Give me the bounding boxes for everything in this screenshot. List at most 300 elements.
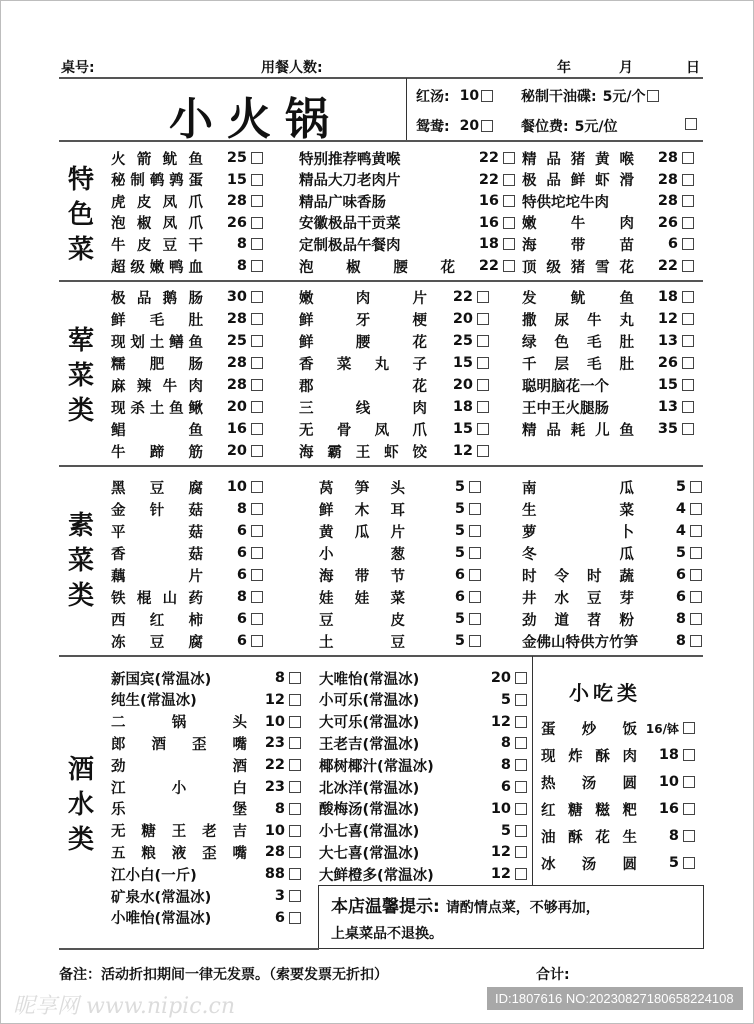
order-checkbox[interactable] <box>477 379 489 391</box>
item-name-char: 糖 <box>141 824 156 841</box>
item-name: 小唯怡(常温冰) <box>111 911 212 928</box>
menu-item-row <box>541 771 695 793</box>
item-price: 20 <box>452 311 473 327</box>
extra-seat-fee <box>521 116 617 136</box>
item-price: 22 <box>478 171 499 188</box>
order-checkbox[interactable] <box>515 672 527 684</box>
order-checkbox[interactable] <box>289 912 301 924</box>
order-checkbox[interactable] <box>683 749 695 761</box>
item-name-char: 瓜 <box>354 524 370 541</box>
divider <box>406 78 407 140</box>
item-name-char: 鸭 <box>169 259 184 276</box>
order-checkbox[interactable] <box>685 118 697 130</box>
item-name <box>111 477 203 498</box>
order-checkbox[interactable] <box>690 503 702 515</box>
order-checkbox[interactable] <box>690 591 702 603</box>
order-checkbox[interactable] <box>515 716 527 728</box>
item-price: 10 <box>658 774 679 790</box>
item-name-char: 嘴 <box>232 736 247 753</box>
item-price: 8 <box>274 670 285 686</box>
order-checkbox[interactable] <box>289 846 301 858</box>
order-checkbox[interactable] <box>690 547 702 559</box>
order-checkbox[interactable] <box>515 694 527 706</box>
item-name-char: 小 <box>171 780 187 797</box>
menu-item-row <box>299 418 489 440</box>
order-checkbox[interactable] <box>251 238 263 250</box>
item-name: 定制极品午餐肉 <box>299 237 401 254</box>
menu-item-row <box>541 852 695 874</box>
item-price: 22 <box>657 258 678 274</box>
order-checkbox[interactable] <box>469 503 481 515</box>
order-checkbox[interactable] <box>515 737 527 749</box>
item-name-char: 鱼 <box>188 151 203 168</box>
tips-box <box>318 885 704 949</box>
item-name-char: 片 <box>390 524 405 541</box>
item-name-char: 歪 <box>202 845 217 862</box>
item-price: 25 <box>226 333 247 349</box>
order-checkbox[interactable] <box>289 803 301 815</box>
order-checkbox[interactable] <box>289 672 301 684</box>
snacks-title: 小吃类 <box>569 681 641 705</box>
item-price: 6 <box>236 545 247 561</box>
item-name: 椰树椰汁(常温冰) <box>319 758 434 775</box>
order-checkbox[interactable] <box>515 759 527 771</box>
item-name-char: 鲜 <box>299 312 314 329</box>
item-name-char: 生 <box>622 829 637 846</box>
order-checkbox[interactable] <box>682 313 694 325</box>
order-checkbox[interactable] <box>251 217 263 229</box>
menu-item-row <box>522 520 702 542</box>
item-name-char: 虾 <box>595 173 610 190</box>
item-name-char: 毛 <box>149 312 165 329</box>
item-name-char: 色 <box>554 334 569 351</box>
menu-item-row <box>299 147 515 169</box>
order-checkbox[interactable] <box>469 613 481 625</box>
order-checkbox[interactable] <box>682 423 694 435</box>
item-name <box>299 397 427 418</box>
menu-item-row <box>299 286 489 308</box>
order-checkbox[interactable] <box>690 525 702 537</box>
item-name-char: 鱿 <box>570 290 586 307</box>
item-price: 8 <box>675 633 686 649</box>
order-checkbox[interactable] <box>251 335 263 347</box>
order-checkbox[interactable] <box>503 260 515 272</box>
menu-item-row <box>299 233 515 255</box>
item-name-char: 皮 <box>136 194 152 211</box>
label-char: 菜 <box>67 361 94 392</box>
order-checkbox[interactable] <box>251 260 263 272</box>
item-name: 安徽极品干贡菜 <box>299 216 401 233</box>
menu-item-row <box>522 147 694 169</box>
menu-item-row <box>111 147 263 169</box>
order-checkbox[interactable] <box>682 379 694 391</box>
item-name-char: 椒 <box>346 259 361 276</box>
item-price: 15 <box>452 421 473 437</box>
item-name-char: 带 <box>354 568 370 585</box>
order-checkbox[interactable] <box>289 781 301 793</box>
item-name-char: 嘴 <box>232 845 247 862</box>
item-name-char: 花 <box>412 378 427 395</box>
order-checkbox[interactable] <box>682 357 694 369</box>
item-name-char: 生 <box>522 502 537 519</box>
menu-item-row <box>319 520 481 542</box>
order-checkbox[interactable] <box>503 217 515 229</box>
item-name-char: 毛 <box>587 334 602 351</box>
order-checkbox[interactable] <box>469 525 481 537</box>
order-checkbox[interactable] <box>251 379 263 391</box>
item-name-char: 饭 <box>622 721 637 738</box>
item-name-char: 鲜 <box>299 334 314 351</box>
menu-item-row <box>111 885 301 907</box>
extra-price: 5元/位 <box>574 119 618 135</box>
item-price: 6 <box>675 567 686 583</box>
item-name-char: 花 <box>440 259 455 276</box>
item-price: 13 <box>657 399 678 415</box>
item-name-char: 歪 <box>192 736 207 753</box>
item-name <box>111 148 203 169</box>
order-checkbox[interactable] <box>477 313 489 325</box>
item-price: 16 <box>226 421 247 437</box>
item-name: 大可乐(常温冰) <box>319 715 420 732</box>
menu-item-row <box>319 630 481 652</box>
order-checkbox[interactable] <box>251 547 263 559</box>
item-price: 10 <box>226 479 247 495</box>
menu-item-row <box>541 825 695 847</box>
order-checkbox[interactable] <box>469 481 481 493</box>
menu-item-row <box>319 776 527 798</box>
order-checkbox[interactable] <box>289 868 301 880</box>
item-price: 5 <box>500 822 511 839</box>
order-checkbox[interactable] <box>477 401 489 413</box>
label-char: 类 <box>67 825 94 856</box>
item-name-char: 王 <box>355 444 371 461</box>
item-name-char: 堡 <box>232 802 247 819</box>
order-checkbox[interactable] <box>289 716 301 728</box>
order-checkbox[interactable] <box>481 120 493 132</box>
item-name-char: 肚 <box>188 312 203 329</box>
menu-item-row <box>319 564 481 586</box>
item-name-char: 娃 <box>319 590 334 607</box>
menu-item-row <box>111 190 263 212</box>
table-number-label: 桌号: <box>61 60 95 76</box>
item-name-char: 猪 <box>570 259 586 276</box>
item-name-char: 饺 <box>412 444 427 461</box>
item-name-char: 山 <box>162 590 178 607</box>
category-label-meat <box>61 324 101 429</box>
item-name-char: 豆 <box>149 634 165 651</box>
item-name-char: 二 <box>111 715 126 732</box>
menu-item-row <box>111 418 263 440</box>
item-name-char: 炸 <box>568 748 583 765</box>
order-checkbox[interactable] <box>477 357 489 369</box>
order-checkbox[interactable] <box>683 857 695 869</box>
item-name-char: 菇 <box>188 502 203 519</box>
menu-item-row <box>111 374 263 396</box>
item-name-char: 无 <box>299 422 314 439</box>
item-name-char: 卜 <box>619 524 634 541</box>
item-name-char: 豆 <box>587 590 602 607</box>
order-checkbox[interactable] <box>690 635 702 647</box>
item-name-char: 海 <box>522 237 537 254</box>
item-name-char: 现 <box>111 400 126 417</box>
menu-item-row <box>299 190 515 212</box>
item-name-char: 葱 <box>390 546 405 563</box>
order-checkbox[interactable] <box>682 335 694 347</box>
item-price: 28 <box>657 171 678 188</box>
menu-item-row <box>541 798 695 820</box>
item-name-char: 鱼 <box>619 290 634 307</box>
item-name-char: 牛 <box>111 237 126 254</box>
item-name-char: 尿 <box>554 312 569 329</box>
item-name-char: 肥 <box>149 356 165 373</box>
order-checkbox[interactable] <box>251 313 263 325</box>
order-checkbox[interactable] <box>251 525 263 537</box>
category-label-vegetable <box>61 509 101 614</box>
order-checkbox[interactable] <box>515 825 527 837</box>
order-checkbox[interactable] <box>469 635 481 647</box>
item-price: 5 <box>500 691 511 708</box>
order-checkbox[interactable] <box>682 291 694 303</box>
item-name-char: 药 <box>188 590 203 607</box>
item-name <box>319 499 405 520</box>
item-name-char: 针 <box>149 502 165 519</box>
day-label: 日 <box>686 60 700 76</box>
menu-item-row <box>299 169 515 191</box>
item-price: 5 <box>675 479 686 495</box>
item-name-char: 菜 <box>619 502 634 519</box>
menu-item-row <box>111 396 263 418</box>
item-name <box>299 287 427 308</box>
item-name: 特供坨坨牛肉 <box>522 194 609 211</box>
item-price: 6 <box>454 589 465 605</box>
order-checkbox[interactable] <box>477 335 489 347</box>
item-price: 22 <box>478 150 499 166</box>
total-label: 合计: <box>536 967 570 983</box>
order-checkbox[interactable] <box>647 90 659 102</box>
item-name-char: 红 <box>541 802 556 819</box>
item-name-char: 肠 <box>188 356 203 373</box>
item-name <box>522 212 634 233</box>
order-checkbox[interactable] <box>251 445 263 457</box>
order-checkbox[interactable] <box>477 445 489 457</box>
menu-item-row <box>111 711 301 733</box>
item-name <box>111 212 203 233</box>
menu-item-row <box>299 352 489 374</box>
item-name: 大鲜橙多(常温冰) <box>319 867 434 884</box>
menu-item-row <box>522 233 694 255</box>
item-name-char: 鹌 <box>149 173 165 190</box>
order-checkbox[interactable] <box>251 291 263 303</box>
extra-dipping-sauce <box>521 86 659 106</box>
item-name-char: 苗 <box>619 237 634 254</box>
item-name-char: 菜 <box>336 356 352 373</box>
menu-item-row <box>111 754 301 776</box>
item-price: 88 <box>264 866 285 883</box>
item-name <box>111 353 203 374</box>
label-char: 色 <box>67 200 94 231</box>
order-checkbox[interactable] <box>251 635 263 647</box>
item-name-char: 精 <box>522 422 537 439</box>
item-price: 10 <box>264 713 285 730</box>
menu-item-row <box>319 798 527 820</box>
order-checkbox[interactable] <box>251 569 263 581</box>
order-checkbox[interactable] <box>469 547 481 559</box>
order-checkbox[interactable] <box>690 481 702 493</box>
order-checkbox[interactable] <box>469 591 481 603</box>
order-checkbox[interactable] <box>690 613 702 625</box>
order-checkbox[interactable] <box>682 217 694 229</box>
item-name <box>111 397 203 418</box>
item-name-char: 糖 <box>568 802 583 819</box>
order-checkbox[interactable] <box>251 503 263 515</box>
menu-item-row <box>319 820 527 842</box>
order-checkbox[interactable] <box>251 423 263 435</box>
divider <box>532 656 533 886</box>
order-checkbox[interactable] <box>477 423 489 435</box>
menu-item-row <box>522 418 694 440</box>
order-checkbox[interactable] <box>682 401 694 413</box>
item-price: 8 <box>236 501 247 517</box>
menu-item-row <box>522 476 702 498</box>
order-checkbox[interactable] <box>683 803 695 815</box>
menu-item-row <box>111 476 263 498</box>
item-name <box>522 331 634 352</box>
restaurant-title: 小火锅 <box>169 94 343 145</box>
order-checkbox[interactable] <box>251 613 263 625</box>
item-name-char: 香 <box>299 356 314 373</box>
item-name <box>522 256 634 277</box>
order-checkbox[interactable] <box>503 174 515 186</box>
item-name <box>111 441 203 462</box>
menu-item-row <box>319 841 527 863</box>
label-char: 荤 <box>67 326 94 356</box>
order-checkbox[interactable] <box>289 890 301 902</box>
item-name-char: 冬 <box>522 546 537 563</box>
item-name-char: 凤 <box>162 216 178 233</box>
item-price: 6 <box>236 567 247 583</box>
menu-item-row <box>522 169 694 191</box>
item-name-char: 糍 <box>595 802 610 819</box>
item-name-char: 豆 <box>390 634 405 651</box>
order-checkbox[interactable] <box>251 357 263 369</box>
item-name-char: 粮 <box>141 845 156 862</box>
item-name-char: 豆 <box>149 480 165 497</box>
item-name <box>522 609 634 630</box>
order-checkbox[interactable] <box>289 825 301 837</box>
label-char: 类 <box>67 581 94 612</box>
menu-item-row <box>111 255 263 277</box>
item-name-char: 霸 <box>327 444 342 461</box>
item-price: 5 <box>454 501 465 517</box>
order-checkbox[interactable] <box>682 174 694 186</box>
divider <box>59 655 703 657</box>
item-name <box>299 419 427 440</box>
menu-item-row <box>111 440 263 462</box>
order-checkbox[interactable] <box>289 737 301 749</box>
order-checkbox[interactable] <box>682 152 694 164</box>
order-checkbox[interactable] <box>251 401 263 413</box>
menu-item-row <box>111 308 263 330</box>
order-checkbox[interactable] <box>469 569 481 581</box>
order-checkbox[interactable] <box>251 174 263 186</box>
item-price: 22 <box>452 289 473 305</box>
item-name-char: 耗 <box>570 422 586 439</box>
item-price: 6 <box>236 523 247 539</box>
order-checkbox[interactable] <box>683 776 695 788</box>
item-name-char: 千 <box>522 356 537 373</box>
item-name-char: 鳅 <box>188 400 203 417</box>
item-name <box>522 234 634 255</box>
item-name <box>319 587 405 608</box>
label-char: 菜 <box>67 235 94 266</box>
order-checkbox[interactable] <box>289 759 301 771</box>
item-name: 聪明脑花一个 <box>522 378 609 395</box>
order-checkbox[interactable] <box>503 238 515 250</box>
order-checkbox[interactable] <box>515 846 527 858</box>
item-name-char: 极 <box>111 290 126 307</box>
item-price: 16/钵 <box>645 721 679 736</box>
item-name-char: 黄 <box>319 524 334 541</box>
item-name <box>319 631 405 652</box>
item-price: 28 <box>226 377 247 393</box>
item-name: 矿泉水(常温冰) <box>111 889 212 906</box>
order-checkbox[interactable] <box>682 238 694 250</box>
order-checkbox[interactable] <box>682 260 694 272</box>
item-name-char: 品 <box>546 173 561 190</box>
item-name-char: 圆 <box>622 775 637 792</box>
order-checkbox[interactable] <box>690 569 702 581</box>
menu-item-row <box>299 374 489 396</box>
order-checkbox[interactable] <box>503 195 515 207</box>
label-char: 特 <box>67 165 94 195</box>
order-checkbox[interactable] <box>251 195 263 207</box>
item-name-char: 杀 <box>130 400 145 417</box>
item-name <box>522 587 634 608</box>
order-checkbox[interactable] <box>289 694 301 706</box>
order-checkbox[interactable] <box>251 591 263 603</box>
order-checkbox[interactable] <box>251 481 263 493</box>
order-checkbox[interactable] <box>515 868 527 880</box>
menu-item-row <box>522 586 702 608</box>
item-name-char: 极 <box>522 173 537 190</box>
item-name <box>111 169 203 190</box>
item-name <box>299 256 455 277</box>
month-label: 月 <box>619 60 633 76</box>
item-name-char: 木 <box>354 502 370 519</box>
order-checkbox[interactable] <box>682 195 694 207</box>
menu-item-row <box>319 711 527 733</box>
item-name <box>111 842 247 863</box>
order-checkbox[interactable] <box>477 291 489 303</box>
extra-name: 餐位费: <box>521 119 569 135</box>
item-price: 8 <box>236 258 247 274</box>
order-checkbox[interactable] <box>683 830 695 842</box>
item-name-char: 时 <box>587 568 602 585</box>
item-name-char: 柿 <box>188 612 203 629</box>
order-checkbox[interactable] <box>503 152 515 164</box>
item-name-char: 劲 <box>522 612 537 629</box>
item-name-char: 鱿 <box>162 151 178 168</box>
order-checkbox[interactable] <box>515 781 527 793</box>
item-price: 30 <box>226 289 247 305</box>
order-checkbox[interactable] <box>515 803 527 815</box>
order-checkbox[interactable] <box>251 152 263 164</box>
order-checkbox[interactable] <box>481 90 493 102</box>
order-checkbox[interactable] <box>683 722 695 734</box>
menu-item-row <box>111 542 263 564</box>
menu-item-row <box>319 754 527 776</box>
item-name-char: 头 <box>232 715 247 732</box>
